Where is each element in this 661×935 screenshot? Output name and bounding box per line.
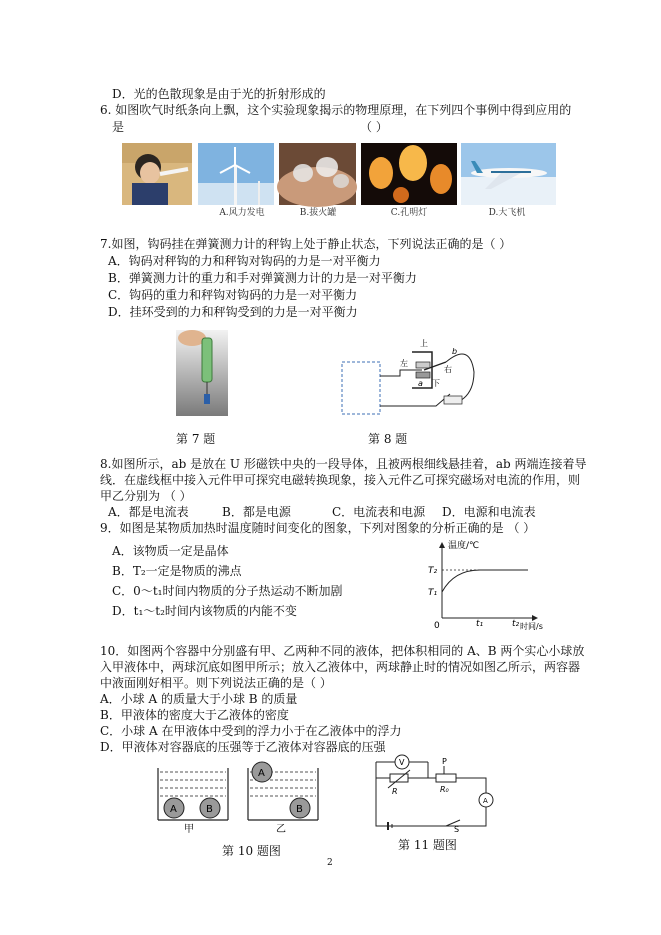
q8-figure-caption: 第 8 题 [368,432,408,446]
q11-figure-caption: 第 11 题图 [398,838,457,852]
q9-x-axis-label: 时间/s [520,622,543,631]
q11-R0-label: R₀ [440,785,449,794]
ball-a-jia: A [170,804,177,815]
q9-option-a: A．该物质一定是晶体 [112,544,229,558]
q6-option-a-label: A.风力发电 [219,208,265,218]
container-jia [158,768,228,835]
container-yi-label: 乙 [276,824,286,835]
q10-option-c: C．小球 A 在甲液体中受到的浮力小于在乙液体中的浮力 [100,724,402,738]
q7-option-b: B．弹簧测力计的重力和手对弹簧测力计的力是一对平衡力 [108,271,417,285]
page-number: 2 [327,858,333,868]
q8-figure [340,332,490,422]
q6-answer-paren: （ ） [360,120,388,134]
q9-origin-label: 0 [434,621,440,631]
q6-option-c-label: C.孔明灯 [390,208,428,218]
q8-stem-line2: 线．在虚线框中接入元件甲可探究电磁转换现象，接入元件乙可探究磁场对电流的作用，则 [100,473,581,487]
airplane-photo [461,143,556,205]
q8-label-bottom: 下 [432,379,440,388]
q6-stem-line1: 6. 如图吹气时纸条向上飘，这个实验现象揭示的物理原理，在下列四个事例中得到应用的 [100,103,572,117]
q9-t2-label: t₂ [512,619,520,629]
q8-option-d: D．电源和电流表 [442,505,536,519]
q7-stem: 7.如图，钩码挂在弹簧测力计的秤钩上处于静止状态，下列说法正确的是（ ） [100,237,512,251]
q11-P-label: P [442,757,447,766]
q11-S-label: S [454,825,460,834]
q11-R-label: R [392,787,398,796]
q8-stem-line1: 8.如图所示，ab 是放在 U 形磁铁中央的一段导体，且被两根细线悬挂着，ab 两端连接着导 [100,457,587,471]
q8-option-c: C．电流表和电源 [332,505,426,519]
q6-option-b-label: B.拔火罐 [299,208,337,218]
q8-label-b: b [452,347,458,356]
q5-option-d: D．光的色散现象是由于光的折射形成的 [112,87,326,101]
q10-option-d: D．甲液体对容器底的压强等于乙液体对容器底的压强 [100,740,386,754]
ball-a-yi: A [258,768,265,779]
q6-stem-line2: 是 [112,120,125,134]
q8-label-right: 右 [444,365,452,374]
q7-option-c: C．钩码的重力和秤钩对钩码的力是一对平衡力 [108,288,358,302]
q9-T1-label: T₁ [428,588,438,598]
container-jia-label: 甲 [184,824,194,835]
q7-figure-caption: 第 7 题 [176,432,216,446]
q9-option-b: B．T₂一定是物质的沸点 [112,564,242,578]
q8-option-b: B．都是电源 [222,505,291,519]
q9-temperature-graph [420,540,543,631]
q10-option-a: A．小球 A 的质量大于小球 B 的质量 [100,692,298,706]
cupping-photo [279,143,356,205]
sky-lantern-photo [361,143,457,205]
q9-option-c: C．0～t₁时间内物质的分子热运动不断加剧 [112,584,343,598]
q7-option-d: D．挂环受到的力和秤钩受到的力是一对平衡力 [108,305,358,319]
q9-T2-label: T₂ [428,566,438,576]
q10-stem-line3: 中液面刚好相平。则下列说法正确的是（ ） [100,676,332,690]
q11-circuit-figure [370,752,500,832]
q8-label-a: a [418,379,423,388]
q9-y-axis-label: 温度/℃ [448,541,480,551]
q9-option-d: D．t₁～t₂时间内该物质的内能不变 [112,604,297,618]
q11-voltmeter-label: V [399,758,405,767]
dashed-component-box [342,362,380,414]
ball-b-yi: B [296,804,303,815]
q8-label-top: 上 [420,339,428,348]
ball-b-jia: B [206,804,213,815]
boy-blowing-paper-photo [122,143,192,205]
q10-stem-line2: 入甲液体中，两球沉底如图甲所示；放入乙液体中，两球静止时的情况如图乙所示，两容器 [100,660,581,674]
q10-stem-line1: 10．如图两个容器中分别盛有甲、乙两种不同的液体，把体积相同的 A、B 两个实心小球放 [100,644,585,658]
q8-option-a: A．都是电流表 [108,505,189,519]
spring-scale-photo [176,330,228,416]
q6-option-d-label: D.大飞机 [488,208,526,218]
q10-figure-caption: 第 10 题图 [222,844,281,858]
q8-label-left: 左 [400,359,408,368]
q9-stem: 9．如图是某物质加热时温度随时间变化的图象，下列对图象的分析正确的是 （ ） [100,521,536,535]
wind-turbine-photo [198,143,274,205]
q8-stem-line3: 甲乙分别为 （ ） [100,489,192,503]
q10-option-b: B．甲液体的密度大于乙液体的密度 [100,708,289,722]
q10-containers-figure [150,762,330,834]
container-yi [248,762,318,835]
q9-t1-label: t₁ [476,619,484,629]
q7-option-a: A．钩码对秤钩的力和秤钩对钩码的力是一对平衡力 [108,254,381,268]
q11-ammeter-label: A [483,797,488,805]
